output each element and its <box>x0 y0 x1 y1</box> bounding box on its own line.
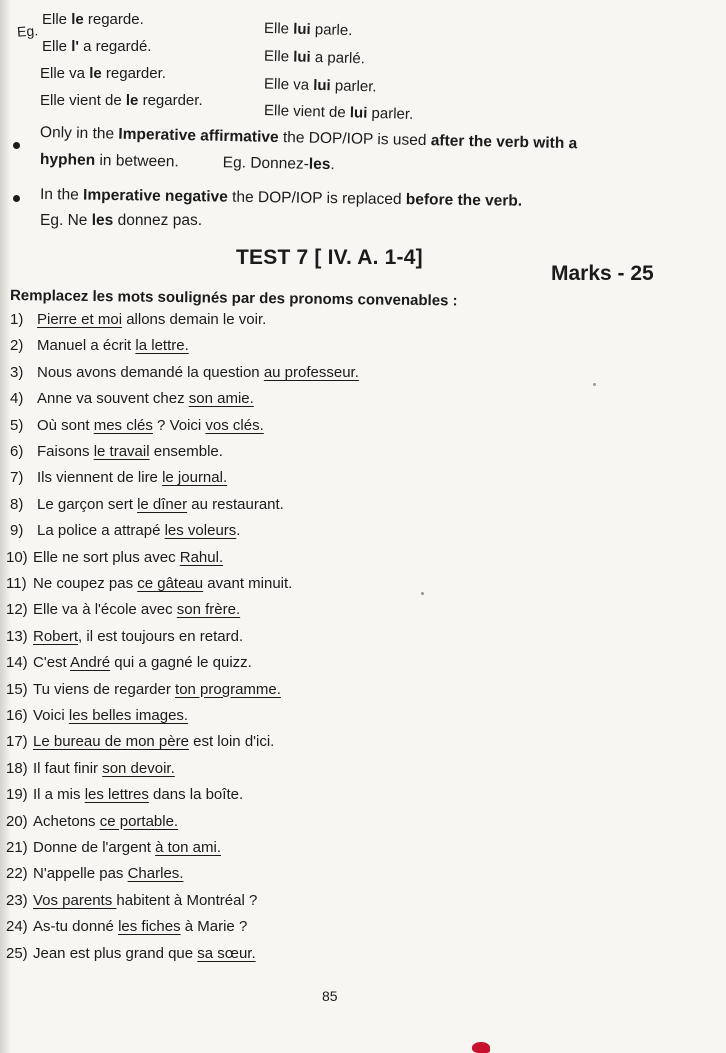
question-item <box>10 496 284 513</box>
question-item <box>10 522 240 539</box>
question-text <box>33 707 188 724</box>
red-ink-mark <box>472 1042 490 1053</box>
question-item <box>10 417 264 434</box>
question-number: 14) <box>6 654 28 672</box>
question-number: 13) <box>6 627 28 645</box>
question-text <box>33 786 243 803</box>
bold-text: Imperative affirmative <box>118 125 279 146</box>
underlined-text: Le bureau de mon père <box>33 733 189 751</box>
text-run: La police a attrapé <box>37 522 165 540</box>
text-run: qui a gagné le quizz. <box>110 654 252 672</box>
text-run: à Marie ? <box>180 918 248 936</box>
question-item <box>6 813 178 830</box>
text-run: est loin d'ici. <box>188 733 275 751</box>
question-number: 9) <box>10 522 24 540</box>
bold-text: Imperative negative <box>82 186 228 206</box>
underlined-text: sa sœur. <box>197 944 256 962</box>
question-text <box>37 364 359 381</box>
rule-1-line-2-text <box>40 151 179 170</box>
underlined-text: Rahul. <box>179 548 224 566</box>
underlined-text: les voleurs <box>164 522 237 540</box>
question-text <box>37 311 266 328</box>
example-right-3 <box>264 76 377 96</box>
bold-text: lui <box>349 104 368 122</box>
question-text <box>33 813 178 830</box>
question-item <box>10 390 254 407</box>
bold-text: le <box>71 11 84 28</box>
bold-text: l' <box>71 38 79 55</box>
text-run: Donne de l'argent <box>33 839 156 856</box>
underlined-text: vos clés. <box>205 416 264 434</box>
text-run: donnez pas. <box>113 212 203 229</box>
underlined-text: les belles images. <box>68 707 189 724</box>
question-item <box>10 337 189 354</box>
text-run: Elle ne sort plus avec <box>33 548 180 566</box>
example-left-2 <box>42 38 151 55</box>
text-run: ensemble. <box>149 443 223 460</box>
text-run: dans la boîte. <box>148 786 244 804</box>
text-run: the DOP/IOP is replaced <box>227 188 406 209</box>
question-item <box>6 707 188 724</box>
underlined-text: mes clés <box>93 416 153 434</box>
question-text <box>33 549 223 566</box>
underlined-text: à ton ami. <box>155 839 221 856</box>
question-text <box>33 575 292 592</box>
question-text <box>33 601 240 618</box>
text-run: Elle va <box>263 75 314 94</box>
underlined-text: Charles. <box>127 865 184 883</box>
bold-text: after the verb with a <box>430 132 578 153</box>
text-run: a regardé. <box>78 38 152 55</box>
question-number: 20) <box>6 812 28 830</box>
question-number: 1) <box>10 311 24 328</box>
underlined-text: les fiches <box>118 918 181 936</box>
bold-text: le <box>125 92 139 109</box>
question-text <box>33 918 247 935</box>
question-number: 3) <box>10 363 24 381</box>
text-run: Elle <box>42 11 72 28</box>
text-run: Elle <box>42 38 72 55</box>
text-run: parle. <box>310 21 353 40</box>
question-text <box>33 654 252 671</box>
test-title: TEST 7 [ IV. A. 1-4] <box>236 246 423 269</box>
question-number: 12) <box>6 601 28 619</box>
text-run: the DOP/IOP is used <box>278 129 431 150</box>
question-number: 11) <box>6 575 27 592</box>
text-run: Elle va <box>40 65 90 82</box>
question-item <box>6 681 281 698</box>
underlined-text: son frère. <box>176 601 241 619</box>
text-run: regarder. <box>138 92 203 109</box>
text-run: au restaurant. <box>187 495 284 513</box>
text-run: allons demain le voir. <box>122 311 267 328</box>
underlined-text: ce gâteau <box>137 575 204 592</box>
text-run: Jean est plus grand que <box>33 944 198 962</box>
question-item <box>10 311 266 328</box>
text-run: Voici <box>33 707 69 724</box>
question-number: 4) <box>10 390 24 408</box>
question-text <box>33 628 243 645</box>
underlined-text: le travail <box>93 443 150 460</box>
text-run: Elle vient de <box>40 92 126 109</box>
text-run: Eg. Donnez- <box>222 154 310 173</box>
question-number: 6) <box>10 443 24 460</box>
rule-1-example <box>223 154 335 173</box>
example-left-3 <box>40 65 166 82</box>
text-run: Il a mis <box>33 786 85 804</box>
text-run: Elle <box>263 19 294 38</box>
text-run: As-tu donné <box>33 918 119 936</box>
question-number: 16) <box>6 707 28 724</box>
question-number: 10) <box>6 548 28 566</box>
question-item <box>6 654 252 671</box>
bullet-2 <box>13 195 20 202</box>
question-text <box>33 839 221 856</box>
underlined-text: la lettre. <box>135 337 189 355</box>
question-number: 25) <box>6 944 28 962</box>
question-number: 8) <box>10 495 24 513</box>
underlined-text: son amie. <box>188 390 254 408</box>
example-right-1 <box>264 20 353 39</box>
question-text <box>33 733 274 750</box>
question-item <box>6 918 247 935</box>
underlined-text: ton programme. <box>175 680 281 698</box>
text-run: habitent à Montréal ? <box>116 891 258 909</box>
question-number: 2) <box>10 337 24 355</box>
text-run: a parlé. <box>310 48 366 68</box>
text-run: regarder. <box>101 65 166 82</box>
text-run: parler. <box>367 104 414 123</box>
underlined-text: Pierre et moi <box>37 311 123 328</box>
underlined-text: le dîner <box>137 495 188 513</box>
question-item <box>6 892 257 909</box>
question-number: 7) <box>10 469 24 487</box>
text-run: Où sont <box>37 416 94 434</box>
question-number: 23) <box>6 891 28 909</box>
paper-speck <box>593 383 596 386</box>
question-text <box>33 760 175 777</box>
underlined-text: les lettres <box>84 786 149 804</box>
text-run: parler. <box>330 77 377 96</box>
text-run: regarde. <box>83 11 144 28</box>
bold-text: lui <box>312 76 331 95</box>
question-number: 21) <box>6 839 28 856</box>
page-number: 85 <box>322 988 338 1004</box>
text-run: avant minuit. <box>203 575 293 592</box>
question-text <box>33 945 256 962</box>
question-item <box>6 549 223 566</box>
underlined-text: au professeur. <box>263 363 359 381</box>
question-text <box>37 522 240 539</box>
test-instruction: Remplacez les mots soulignés par des pronoms convenables : <box>9 287 458 310</box>
text-run: In the <box>39 186 84 204</box>
question-text <box>33 865 183 882</box>
underlined-text: André <box>70 654 111 672</box>
text-run: Nous avons demandé la question <box>37 363 264 381</box>
question-text <box>37 417 264 434</box>
question-text <box>37 496 284 513</box>
text-run: Il faut finir <box>33 759 103 777</box>
example-right-2 <box>264 48 365 68</box>
text-run: Only in the <box>39 124 119 143</box>
question-number: 18) <box>6 759 28 777</box>
text-run: Elle <box>263 47 294 66</box>
question-number: 15) <box>6 680 28 698</box>
text-run: Elle vient de <box>263 102 351 122</box>
question-text <box>33 681 281 698</box>
question-item <box>6 733 274 750</box>
question-text <box>33 892 257 909</box>
text-run: Le garçon sert <box>37 495 138 513</box>
underlined-text: Robert <box>33 627 79 645</box>
example-left-4 <box>40 92 203 109</box>
text-run: Elle va à l'école avec <box>33 601 177 619</box>
example-left-1 <box>42 11 144 28</box>
question-number: 5) <box>10 416 24 434</box>
text-run: . <box>330 156 335 174</box>
question-item <box>6 628 243 645</box>
question-item <box>6 786 243 803</box>
underlined-text: Vos parents <box>33 891 117 909</box>
underlined-text: ce portable. <box>99 812 179 830</box>
question-text <box>37 337 189 354</box>
rule-2-line-1 <box>40 184 522 213</box>
bold-text: les <box>308 155 331 174</box>
text-run: Manuel a écrit <box>37 337 136 355</box>
rule-1-line-2 <box>40 149 335 176</box>
question-item <box>6 760 175 777</box>
underlined-text: le journal. <box>162 469 228 487</box>
text-run: Ne coupez pas <box>33 575 138 592</box>
question-item <box>6 601 240 618</box>
question-item <box>6 865 183 882</box>
question-text <box>37 469 227 486</box>
bold-text: hyphen <box>39 151 96 169</box>
question-item <box>6 945 256 962</box>
question-number: 22) <box>6 865 28 883</box>
text-run: Tu viens de regarder <box>33 680 176 698</box>
eg-label: Eg. <box>16 22 39 40</box>
marks-label: Marks - 25 <box>551 262 654 285</box>
bullet-1 <box>13 142 20 149</box>
question-item <box>6 839 221 856</box>
bold-text: lui <box>292 48 311 66</box>
question-item <box>6 575 292 592</box>
text-run: . <box>236 522 241 540</box>
question-item <box>10 443 223 460</box>
question-item <box>10 469 227 486</box>
text-run: N'appelle pas <box>33 865 128 883</box>
question-number: 24) <box>6 918 28 936</box>
example-right-4 <box>264 102 414 123</box>
bold-text: before the verb. <box>405 191 523 210</box>
text-run: Achetons <box>33 812 100 830</box>
text-run: Anne va souvent chez <box>37 390 189 408</box>
paper-speck <box>421 592 424 595</box>
bold-text: le <box>89 65 102 82</box>
underlined-text: son devoir. <box>102 759 175 777</box>
question-text <box>37 390 254 407</box>
question-item <box>10 364 359 381</box>
text-run: Ils viennent de lire <box>37 469 163 487</box>
text-run: in between. <box>94 151 179 171</box>
question-text <box>37 443 223 460</box>
rule-2-line-2 <box>40 210 202 232</box>
question-number: 19) <box>6 786 28 804</box>
bold-text: les <box>91 212 114 229</box>
text-run: , il est toujours en retard. <box>78 627 244 645</box>
question-number: 17) <box>6 733 28 751</box>
text-run: Faisons <box>37 443 94 460</box>
bold-text: lui <box>292 20 311 39</box>
text-run: C'est <box>33 654 71 672</box>
text-run: ? Voici <box>152 416 206 434</box>
text-run: Eg. Ne <box>40 212 92 229</box>
